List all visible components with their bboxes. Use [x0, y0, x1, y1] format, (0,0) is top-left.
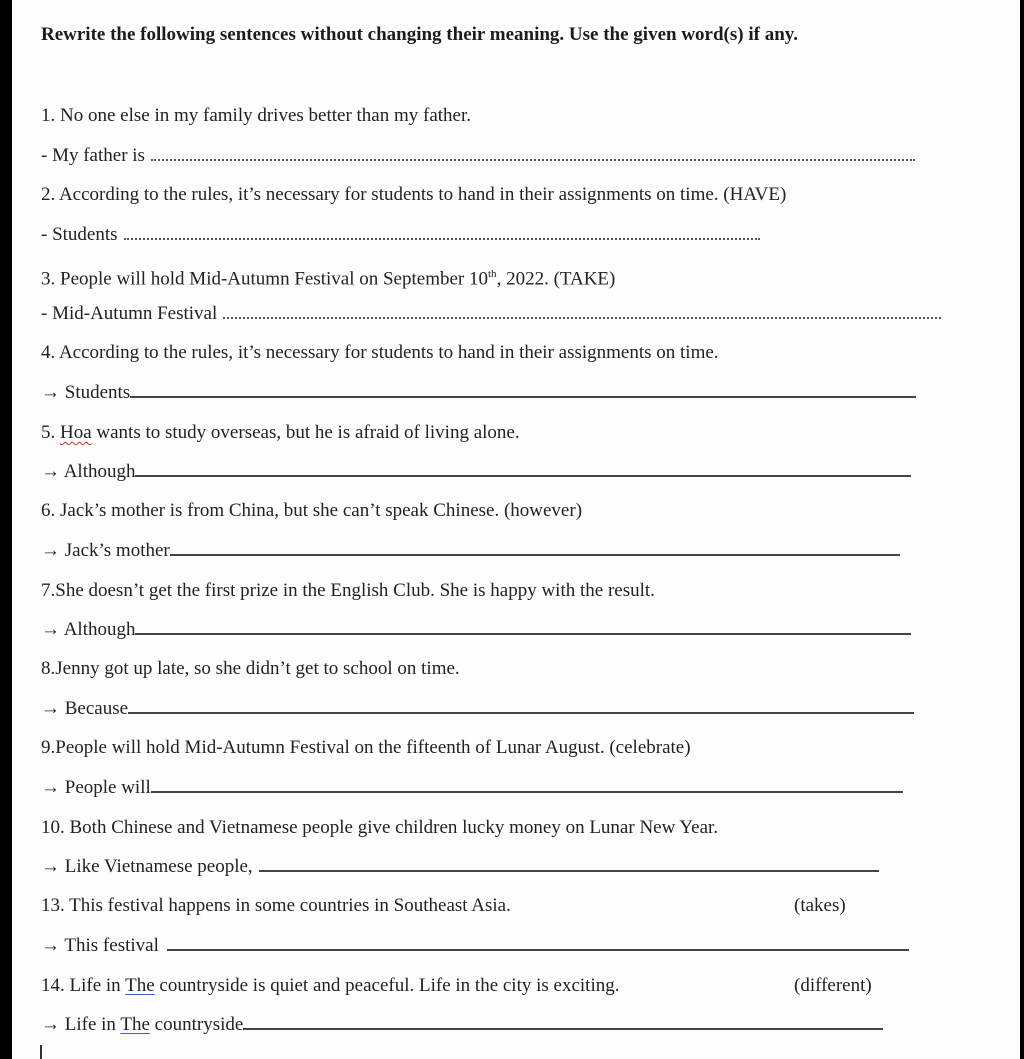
answer-prompt-end: countryside [154, 1014, 244, 1035]
answer-blank[interactable] [135, 461, 911, 477]
question-14 [41, 975, 620, 997]
question-text: 3. People will hold Mid-Autumn Festival on September 10 [41, 268, 488, 290]
answer-8 [41, 698, 914, 720]
answer-7 [41, 619, 911, 641]
answer-blank[interactable] [128, 698, 914, 714]
answer-1 [41, 145, 915, 167]
hint-word-14: (different) [794, 975, 872, 996]
answer-prompt: → Life in [41, 1014, 116, 1035]
answer-prompt: → This festival [41, 935, 159, 956]
answer-prompt: → Jack’s mother [41, 540, 170, 561]
question-text-end: , 2022. (TAKE) [496, 268, 616, 290]
answer-blank[interactable] [130, 382, 916, 398]
question-4: 4. According to the rules, it’s necessary for students to hand in their assignments on time. [41, 342, 719, 363]
question-5 [41, 422, 520, 444]
answer-prompt: → Because [41, 698, 129, 719]
answer-5 [41, 461, 911, 483]
question-13: 13. This festival happens in some countries in Southeast Asia. [41, 895, 511, 916]
answer-blank[interactable] [243, 1014, 883, 1030]
question-6: 6. Jack’s mother is from China, but she can’t speak Chinese. (however) [41, 500, 583, 521]
question-text-end: countryside is quiet and peaceful. Life in the city is exciting. [159, 975, 620, 996]
answer-prompt: → Although [41, 461, 136, 482]
flagged-word: The [120, 1014, 150, 1035]
answer-10 [41, 856, 879, 878]
question-7: 7.She doesn’t get the first prize in the English Club. She is happy with the result. [41, 580, 655, 601]
question-2: 2. According to the rules, it’s necessary for students to hand in their assignments on time. (HAVE) [41, 184, 787, 205]
question-text: 14. Life in [41, 975, 121, 996]
answer-9 [41, 777, 903, 799]
answer-prompt: → Students [41, 382, 131, 403]
answer-blank[interactable] [135, 619, 911, 635]
answer-blank[interactable] [170, 540, 900, 556]
question-text: wants to study overseas, but he is afraid of living alone. [96, 422, 520, 443]
answer-blank[interactable] [151, 777, 903, 793]
answer-blank[interactable] [167, 935, 909, 951]
question-8: 8.Jenny got up late, so she didn’t get to school on time. [41, 658, 460, 679]
answer-prompt: - My father is [41, 145, 145, 166]
answer-blank[interactable] [259, 856, 879, 872]
hint-word-13: (takes) [794, 895, 846, 916]
instruction-heading: Rewrite the following sentences without changing their meaning. Use the given word(s) if any. [41, 24, 798, 45]
question-3 [41, 263, 615, 290]
question-9: 9.People will hold Mid-Autumn Festival on the fifteenth of Lunar August. (celebrate) [41, 737, 691, 758]
answer-blank[interactable] [223, 303, 941, 319]
flagged-word: The [125, 975, 155, 996]
answer-14 [41, 1014, 883, 1036]
answer-13 [41, 935, 909, 957]
question-10: 10. Both Chinese and Vietnamese people give children lucky money on Lunar New Year. [41, 817, 719, 838]
answer-3 [41, 303, 941, 325]
answer-2 [41, 224, 760, 246]
answer-4 [41, 382, 916, 404]
question-1: 1. No one else in my family drives better than my father. [41, 105, 472, 126]
misspelled-name: Hoa [60, 422, 92, 443]
answer-prompt: → Although [41, 619, 136, 640]
answer-prompt: - Mid-Autumn Festival [41, 303, 218, 324]
answer-prompt: → People will [41, 777, 151, 798]
answer-prompt: - Students [41, 224, 118, 245]
ordinal-suffix: th [488, 268, 497, 280]
answer-blank[interactable] [124, 224, 760, 240]
text-cursor [40, 1045, 42, 1059]
worksheet-page [12, 0, 1020, 1059]
question-number: 5. [41, 422, 56, 443]
answer-prompt: → Like Vietnamese people, [41, 856, 253, 877]
answer-blank[interactable] [151, 145, 915, 161]
answer-6 [41, 540, 900, 562]
